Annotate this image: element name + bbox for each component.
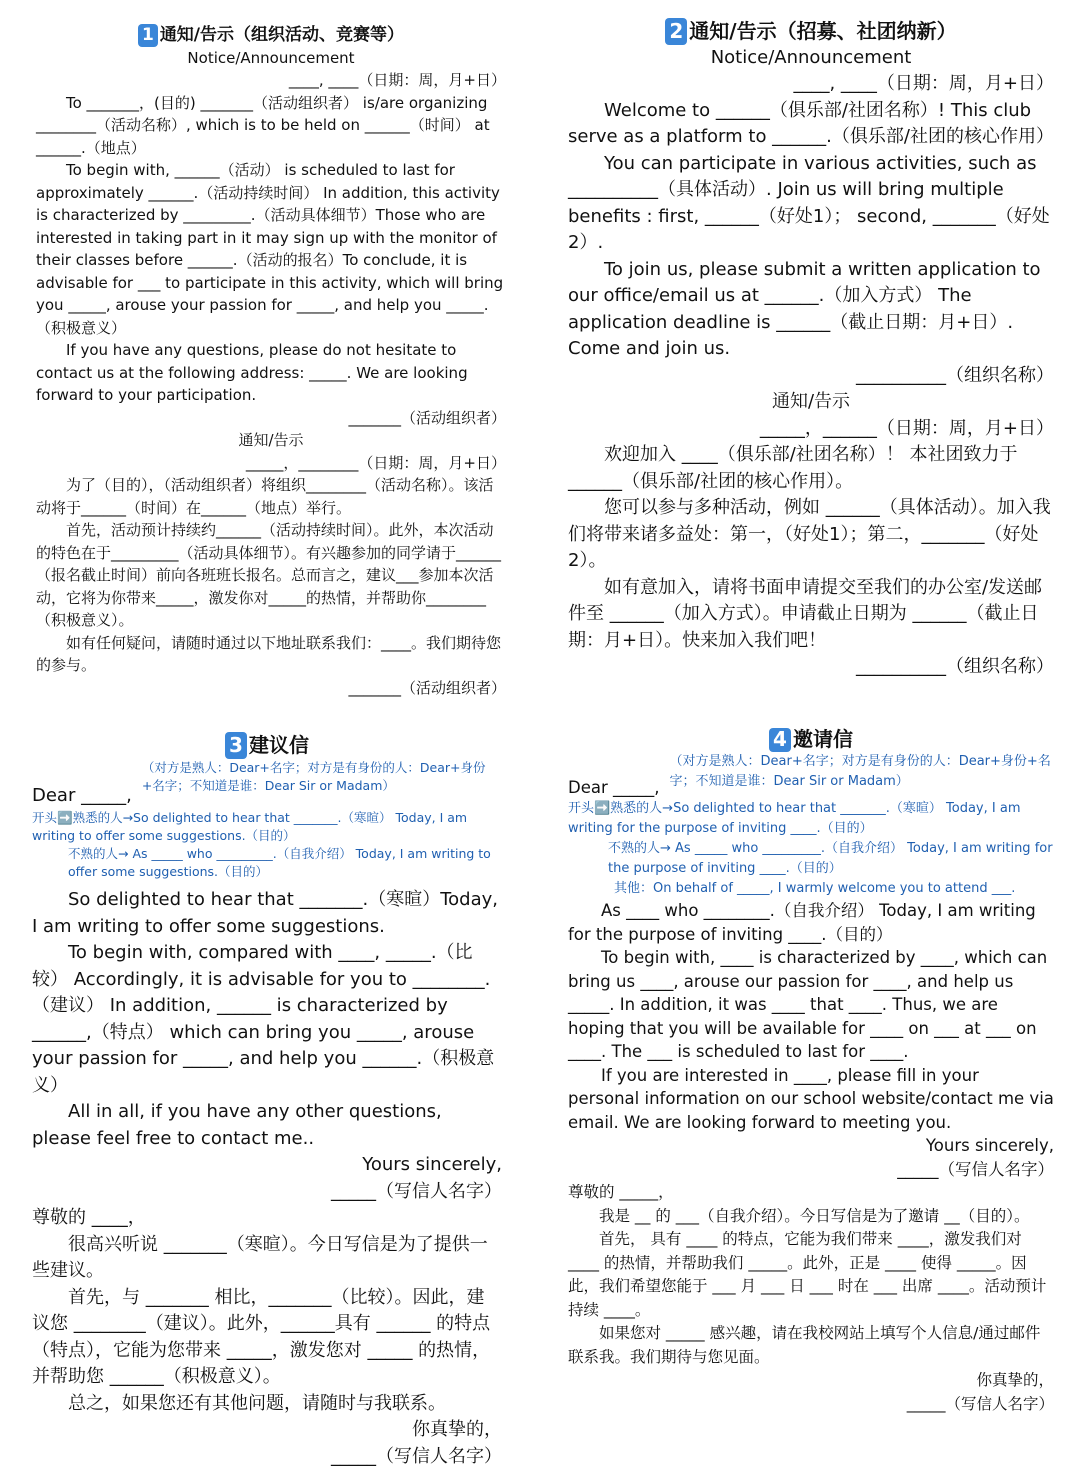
paragraph: 首先，与 _______ 相比，_______（比较）。因此，建议您 ________（建议）。此外，______具有 ______ 的特点（特点），它能为您带来 _____，激发您对 _____ 的热情，并帮助您 ______（积极意义）。 (32, 1285, 502, 1391)
paragraph: 欢迎加入 ____（俱乐部/社团名称）！ 本社团致力于______（俱乐部/社团的核心作用）。 (568, 442, 1054, 495)
salutation-note: （对方是熟人：Dear+名字；对方是有身份的人：Dear+身份+名字；不知道是谁：Dear Sir or Madam） (142, 759, 502, 795)
paragraph: 我是 __ 的 ___（自我介绍）。今日写信是为了邀请 __（目的）。 (568, 1205, 1054, 1229)
opening-note-familiar: 开头➡️熟悉的人→So delighted to hear that _______.（寒暄） Today, I am writing to offer some suggestions.（目的） (32, 809, 502, 845)
notice-recruit-section (568, 18, 1054, 681)
paragraph: 很高兴听说 _______（寒暄）。今日写信是为了提供一些建议。 (32, 1232, 502, 1285)
paragraph: 为了（目的），（活动组织者）将组织________（活动名称）。该活动将于______（时间）在______（地点）举行。 (36, 474, 506, 519)
invitation-letter-section (568, 728, 1054, 1416)
paragraph: All in all, if you have any other questions, please feel free to contact me.. (32, 1099, 502, 1152)
paragraph: 如有任何疑问，请随时通过以下地址联系我们：____。我们期待您的参与。 (36, 632, 506, 677)
number-badge-3: 3 (225, 732, 247, 759)
salutation-row (32, 759, 502, 810)
number-badge-4: 4 (769, 728, 791, 752)
closing: Yours sincerely, (32, 1152, 502, 1179)
subtitle-zh: 通知/告示 (568, 389, 1054, 416)
signature-line: _______（活动组织者） (36, 677, 506, 700)
signature-line: _____（写信人名字） (568, 1393, 1054, 1417)
salutation-row (568, 752, 1054, 800)
number-badge-1: 1 (138, 24, 158, 47)
date-line: _____，________（日期：周，月+日） (36, 452, 506, 475)
salutation-note: （对方是熟人：Dear+名字；对方是有身份的人：Dear+身份+名字；不知道是谁：Dear Sir or Madam） (670, 752, 1055, 792)
paragraph: As ____ who ________.（自我介绍） Today, I am writing for the purpose of inviting ____.（目的） (568, 899, 1054, 946)
paragraph: To begin with, compared with ____, _____.（比较） Accordingly, it is advisable for you to ________.（建议） In addition, ______ is characterized by ______,（特点） which can bring you _____, arouse your passion for _____, and help you ______.（积极意义） (32, 940, 502, 1099)
paragraph: You can participate in various activities, such as __________（具体活动）. Join us will bring multiple benefits : first, ______（好处1）； second, _______（好处2）. (568, 151, 1054, 257)
paragraph: If you are interested in ____, please fill in your personal information on our school website/contact me via email. We are looking forward to meeting you. (568, 1064, 1054, 1135)
signature-line: __________（组织名称） (568, 654, 1054, 681)
paragraph: To begin with, ______（活动） is scheduled to last for approximately ______.（活动持续时间） In addition, this activity is characterized by _________.（活动具体细节）Those who are interested in taking part in it may sign up with the monitor of their classes before ______.（活动的报名）To conclude, it is advisable for ___ to participate in this activity, which will bring you _____, arouse your passion for _____, and help you _____.（积极意义） (36, 159, 506, 339)
number-badge-2: 2 (665, 18, 687, 45)
section-2-title: 2 通知/告示（招募、社团纳新） (568, 18, 1054, 45)
date-line: _____，______（日期：周，月+日） (568, 416, 1054, 443)
paragraph: If you have any questions, please do not hesitate to contact us at the following address: _____. We are looking forward to your participation. (36, 339, 506, 407)
paragraph: To join us, please submit a written application to our office/email us at ______.（加入方式） The application deadline is ______（截止日期：月+日）. Come and join us. (568, 257, 1054, 363)
subtitle-en: Notice/Announcement (568, 45, 1054, 72)
signature-line: __________（组织名称） (568, 363, 1054, 390)
notice-activity-section (36, 24, 506, 699)
paragraph: To _______，(目的) _______（活动组织者） is/are organizing ________（活动名称）, which is to be held on ______（时间） at ______.（地点） (36, 92, 506, 160)
signature-line: _____（写信人名字） (568, 1158, 1054, 1182)
opening-note-other: 其他：On behalf of _____, I warmly welcome you to attend ___. (568, 879, 1054, 899)
salutation-zh: 尊敬的 _____， (568, 1181, 1054, 1205)
closing: Yours sincerely, (568, 1134, 1054, 1158)
closing-zh: 你真挚的， (32, 1417, 502, 1444)
signature-line: _____（写信人名字） (32, 1444, 502, 1470)
paragraph: 您可以参与多种活动，例如 ______（具体活动）。加入我们将带来诸多益处：第一，（好处1）；第二，_______（好处2）。 (568, 495, 1054, 575)
suggestion-letter-section (32, 732, 502, 1470)
section-3-title: 3 建议信 (32, 732, 502, 759)
closing-zh: 你真挚的， (568, 1369, 1054, 1393)
paragraph: 如有意加入，请将书面申请提交至我们的办公室/发送邮件至 ______（加入方式）。申请截止日期为 ______（截止日期：月+日）。快来加入我们吧！ (568, 575, 1054, 655)
subtitle-zh: 通知/告示 (36, 429, 506, 452)
salutation: Dear _____, (32, 759, 132, 810)
paragraph: 总之，如果您还有其他问题，请随时与我联系。 (32, 1391, 502, 1418)
paragraph: 如果您对 _____ 感兴趣，请在我校网站上填写个人信息/通过邮件联系我。我们期待与您见面。 (568, 1322, 1054, 1369)
date-line: ____, ____（日期：周，月+日） (568, 71, 1054, 98)
salutation-zh: 尊敬的 ____， (32, 1205, 502, 1232)
signature-line: _____（写信人名字） (32, 1179, 502, 1206)
salutation: Dear _____, (568, 752, 660, 800)
section-4-title: 4 邀请信 (568, 728, 1054, 752)
paragraph: Welcome to ______（俱乐部/社团名称）! This club serve as a platform to ______.（俱乐部/社团的核心作用） (568, 98, 1054, 151)
opening-note-stranger: 不熟的人→ As _____ who _________.（自我介绍） Today, I am writing to offer some suggestions.（目的） (32, 845, 502, 881)
section-1-title: 1 通知/告示（组织活动、竞赛等） (36, 24, 506, 47)
date-line: ____, ____（日期：周，月+日） (36, 69, 506, 92)
signature-line: _______（活动组织者） (36, 407, 506, 430)
paragraph: 首先， 具有 ____ 的特点，它能为我们带来 ____，激发我们对 ____ 的热情，并帮助我们 _____。此外，正是 ____ 使得 _____。因此，我们希望您能于 ___ 月 ___ 日 ___ 时在 ___ 出席 ____。活动预计持续 ____。 (568, 1228, 1054, 1322)
paragraph: So delighted to hear that _______.（寒暄）Today, I am writing to offer some suggestions. (32, 887, 502, 940)
paragraph: To begin with, ____ is characterized by ____, which can bring us ____, arouse our passion for ____, and help us _____. In addition, it was ____ that ____. Thus, we are hoping that you will be available for ____ on ___ at ___ on ____. The ___ is scheduled to last for ____. (568, 946, 1054, 1064)
paragraph: 首先，活动预计持续约______（活动持续时间）。此外，本次活动的特色在于_________（活动具体细节）。有兴趣参加的同学请于______（报名截止时间）前向各班班长报名。总而言之，建议___参加本次活动，它将为你带来_____，激发你对_____的热情，并帮助你________（积极意义）。 (36, 519, 506, 632)
subtitle-en: Notice/Announcement (36, 47, 506, 70)
opening-note-familiar: 开头➡️熟悉的人→So delighted to hear that _______.（寒暄） Today, I am writing for the purpose of inviting ____.（目的） (568, 799, 1054, 839)
opening-note-stranger: 不熟的人→ As _____ who _________.（自我介绍） Today, I am writing for the purpose of inviting ____.（目的） (568, 839, 1054, 879)
